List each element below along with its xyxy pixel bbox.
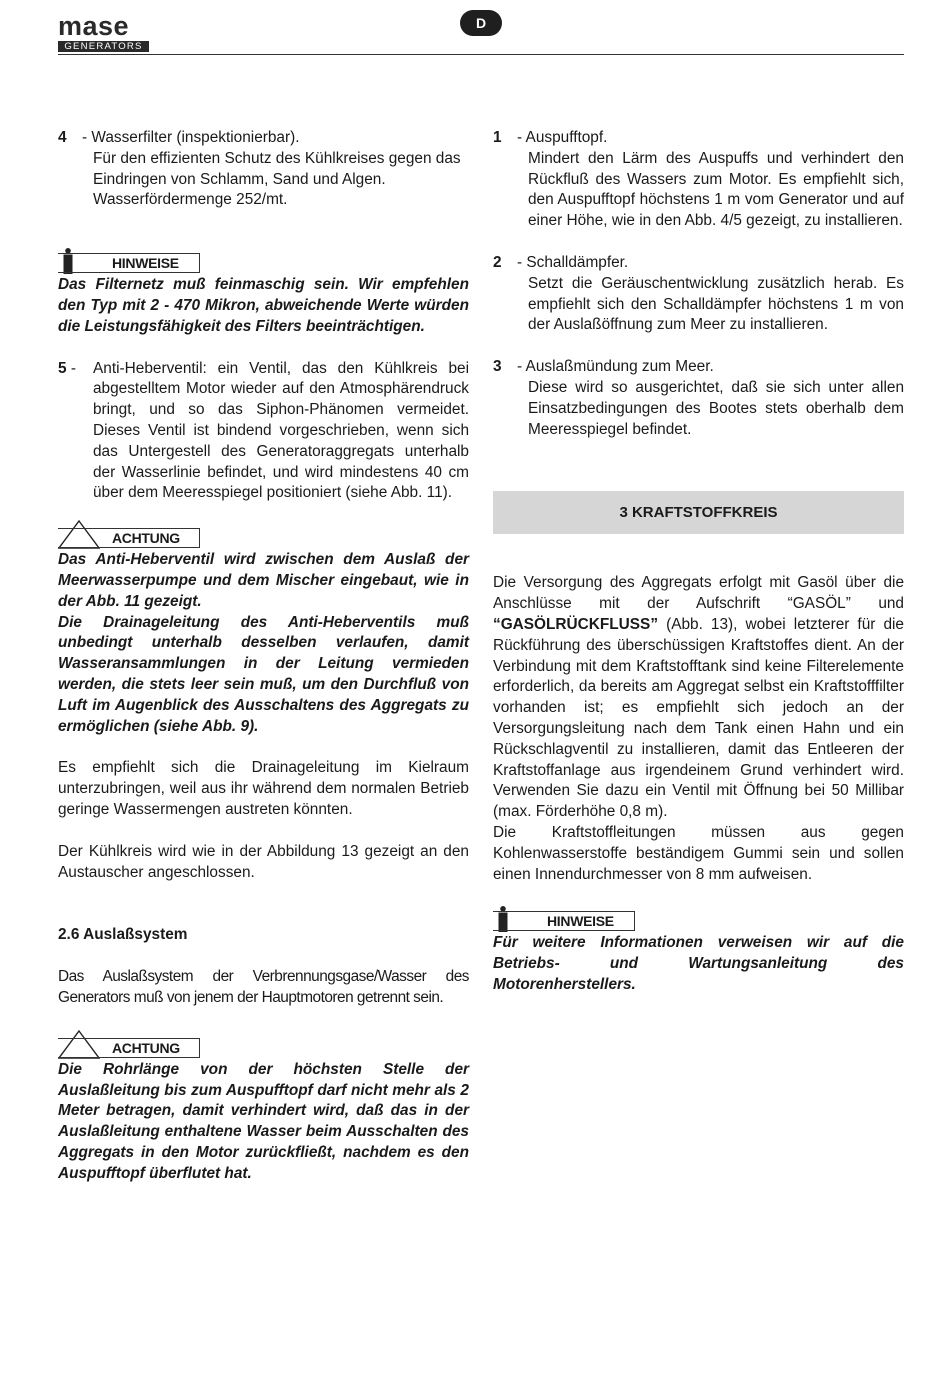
body-paragraph: Der Kühlkreis wird wie in der Abbildung 13 gezeigt an den Austauscher angeschlossen. [58, 842, 469, 881]
warning-label [58, 1030, 200, 1060]
section-title: 2.6 Auslaßsystem [58, 926, 188, 944]
item-number: 5 [58, 359, 67, 377]
list-item-2 [493, 253, 904, 336]
page-header [58, 10, 904, 56]
fuel-text-a: Die Versorgung des Aggregats erfolgt mit Gasöl über die Anschlüsse mit der Aufschrift “GASÖL” und [493, 574, 904, 613]
note-text: Für weitere Informationen verweisen wir auf die Betriebs- und Wartungsanleitung des Motorenherstellers. [493, 934, 904, 993]
item-dash: - [70, 359, 76, 377]
header-divider [58, 54, 904, 55]
body-paragraph: Es empfiehlt sich die Drainageleitung im Kielraum unterzubringen, weil aus ihr während dem normalen Betrieb geringe Wassermengen austreten könnten. [58, 759, 469, 818]
fuel-paragraph [493, 573, 904, 823]
item-text: Mindert den Lärm des Auspuffs und verhindert den Rückfluß des Wassers zum Motor. Es empfiehlt sich, den Auspufftopf höchstens 1 m vom Generator und auf einer Höhe, wie in den Abb. 4/5 gezeigt, zu installieren. [528, 149, 904, 230]
item-number: 3 [493, 358, 502, 376]
note-text: Das Filternetz muß feinmaschig sein. Wir empfehlen den Typ mit 2 - 470 Mikron, abweichende Werte würden die Leistungsfähigkeit des Filters beeinträchtigen. [58, 276, 469, 335]
left-column [58, 128, 469, 1184]
item-title: - Schalldämpfer. [517, 253, 629, 271]
list-item-5 [58, 359, 469, 505]
note-label [493, 906, 635, 933]
warning-label-text: ACHTUNG [112, 1039, 180, 1056]
warning-text: Die Rohrlänge von der höchsten Stelle der Auslaßleitung bis zum Auspufftopf darf nicht mehr als 2 Meter betragen, damit verhindert wird, daß das in der Auslaßleitung enthaltene Wasser beim Ausschalten des Aggregats in den Motor zurückfließt, nachdem es den Auspufftopf überflutet hat. [58, 1060, 469, 1182]
note-label-text: HINWEISE [547, 913, 614, 930]
note-label [58, 248, 200, 275]
list-item-3 [493, 357, 904, 440]
fuel-paragraph-2: Die Kraftstoffleitungen müssen aus gegen Kohlenwasserstoffe beständigem Gummi sein und sollen einen Innendurchmesser von 8 mm aufweisen. [493, 823, 904, 883]
fuel-text-bold: “GASÖLRÜCKFLUSS” [493, 615, 659, 633]
right-column [493, 128, 904, 996]
body-paragraph: Das Auslaßsystem der Verbrennungsgase/Wasser des Generators muß von jenem der Hauptmotoren getrennt sein. [58, 968, 469, 1006]
warning-label-text: ACHTUNG [112, 530, 180, 547]
item-title: - Auslaßmündung zum Meer. [517, 358, 714, 376]
item-number: 1 [493, 129, 502, 146]
logo-word: mase [58, 11, 130, 41]
item-number: 4 [58, 129, 67, 146]
item-number: 2 [493, 253, 502, 271]
item-text: Setzt die Geräuschentwicklung zusätzlich herab. Es empfiehlt sich den Schalldämpfer höchstens 1 m von der Auslaßöffnung zum Meer zu installieren. [528, 274, 904, 334]
list-item-4 [58, 128, 469, 211]
section-banner: 3 KRAFTSTOFFKREIS [493, 491, 904, 534]
warning-text: Die Drainageleitung des Anti-Heberventils muß unbedingt unterhalb desselben verlaufen, damit Wasseransammlungen in der Leitung vermieden werden, die stets leer sein muß, um den Durchfluß von Luft im Augenblick des Ausschaltens des Aggregats zu ermöglichen (siehe Abb. 9). [58, 613, 469, 735]
item-title: - Auspufftopf. [517, 129, 608, 146]
logo-subtitle: GENERATORS [58, 41, 149, 52]
item-text: Diese wird so ausgerichtet, daß sie sich unter allen Einsatzbedingungen des Bootes stets oberhalb dem Meeresspiegel befindet. [528, 378, 904, 438]
fuel-text-b: (Abb. 13), wobei letzterer für die Rückführung des überschüssigen Kraftstoffes dient. An der Verbindung mit dem Kraftstofftank sind keine Filterelemente erforderlich, da bereits am Aggregat selbst ein Kraftstofffilter vorhanden ist; es empfiehlt sich jedoch an der Versorgungsleitung nach dem Tank einen Hahn und ein Rückschlagventil zu installieren, damit das Entleeren der Kraftstoffanlage aus irgendeinem Grund verhindert wird. Verwenden Sie dazu ein Ventil mit Öffnung bei 50 Millibar (max. Förderhöhe 0,8 m). [493, 615, 904, 821]
note-label-text: HINWEISE [112, 255, 179, 272]
item-number-wrap [58, 359, 76, 380]
mase-logo [58, 11, 150, 62]
language-badge: D [460, 10, 502, 36]
warning-text: Das Anti-Heberventil wird zwischen dem Auslaß der Meerwasserpumpe und dem Mischer eingebaut, wie in der Abb. 11 gezeigt. [58, 551, 469, 610]
item-text: Anti-Heberventil: ein Ventil, das den Kühlkreis bei abgestelltem Motor wieder auf den Atmosphärendruck bringt, und so das Siphon-Phänomen vermeidet. Dieses Ventil ist bindend vorgeschrieben, wenn sich das Untergestell des Generatoraggregats unterhalb der Wasserlinie befindet, und wird mindestens 40 cm über dem Meeresspiegel positioniert (siehe Abb. 11). [93, 359, 469, 502]
list-item-1 [493, 128, 904, 232]
warning-label [58, 520, 200, 550]
item-title: - Wasserfilter (inspektionierbar). [82, 129, 300, 146]
item-text: Wasserfördermenge 252/mt. [93, 191, 288, 209]
item-text: Für den effizienten Schutz des Kühlkreises gegen das Eindringen von Schlamm, Sand und Algen. [93, 149, 461, 188]
